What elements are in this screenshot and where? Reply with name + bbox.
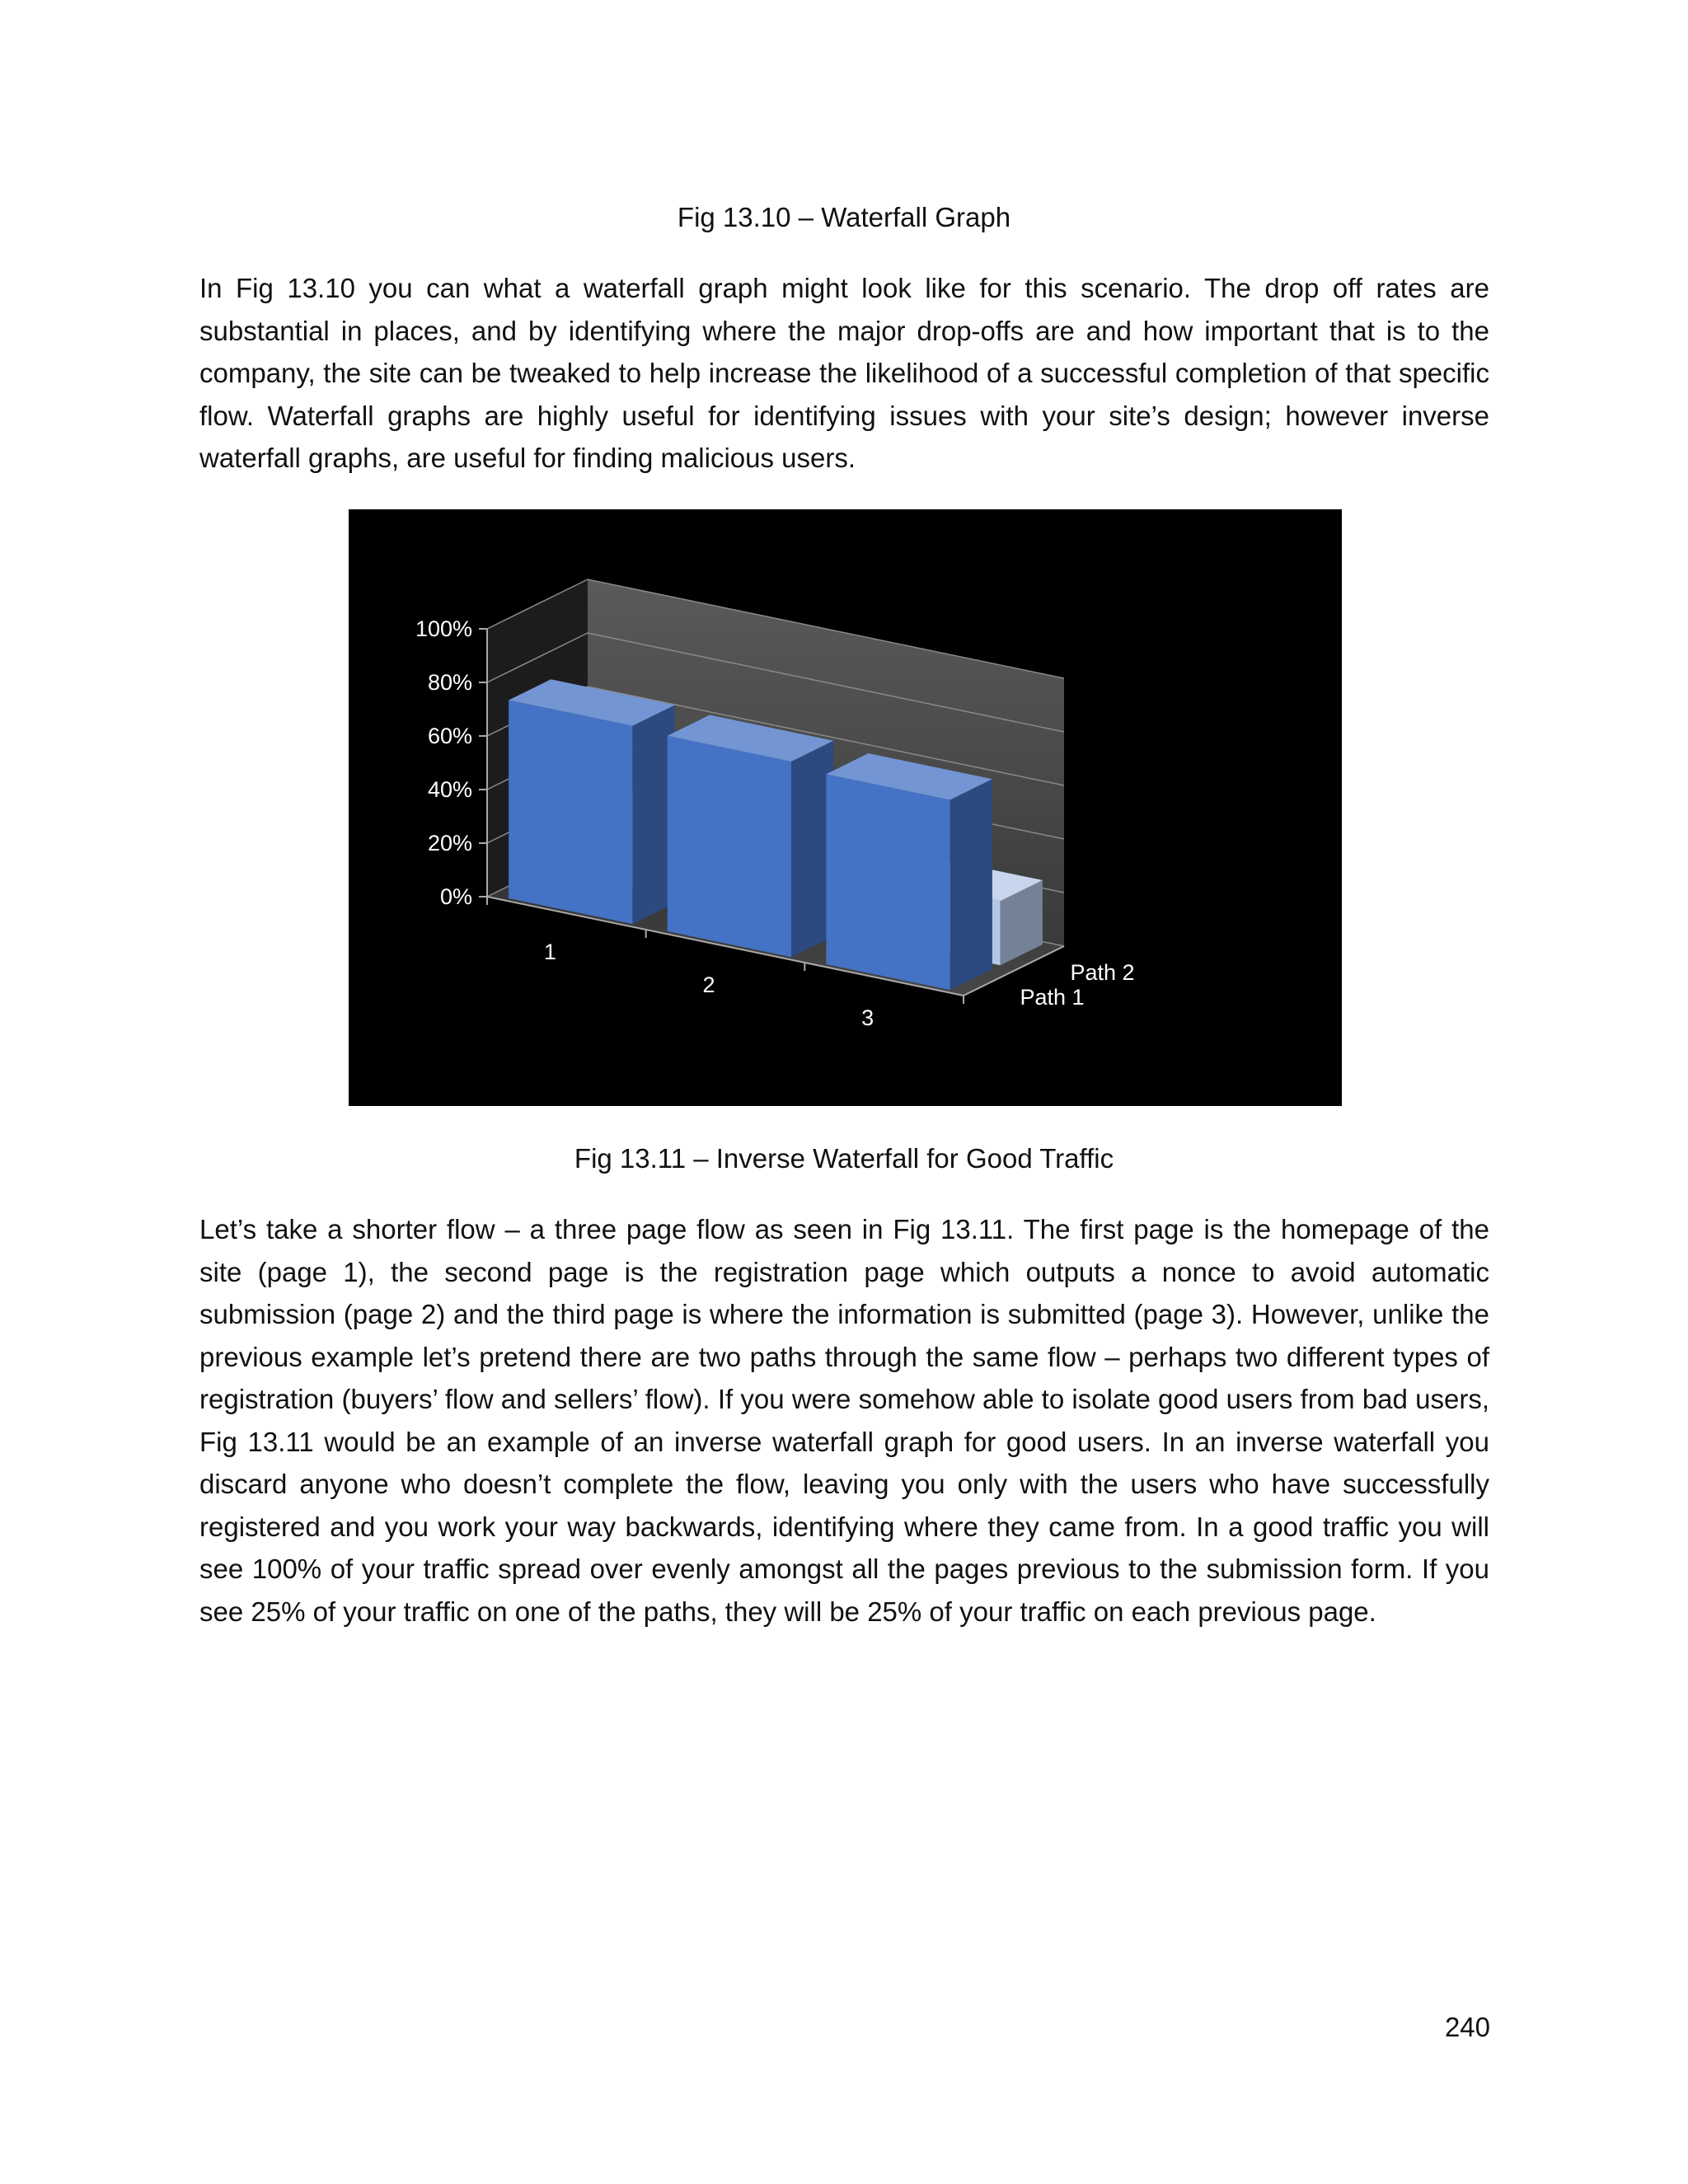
inverse-waterfall-chart (349, 509, 1342, 1106)
figure-caption-13-10: Fig 13.10 – Waterfall Graph (677, 202, 1011, 232)
y-tick-label-4: 80% (427, 670, 472, 695)
x-tick-label-2: 2 (702, 972, 715, 997)
y-tick-label-1: 20% (427, 831, 472, 855)
figure-caption-13-11: Fig 13.11 – Inverse Waterfall for Good Traffic (574, 1143, 1114, 1174)
bar-path-1-3 (826, 753, 992, 990)
y-tick-label-5: 100% (415, 616, 472, 641)
bar-path-1-2 (668, 715, 834, 958)
chart-svg (349, 509, 1342, 1106)
y-tick-label-2: 40% (427, 777, 472, 802)
paragraph-inverse-waterfall: Let’s take a shorter flow – a three page flow as seen in Fig 13.11. The first page is the homepage of the site (page 1), the second page is the registration page which outputs a nonce to avoid automatic submission (page 2) and the third page is where the information is submitted (page 3). However, unlike the previous example let’s pretend there are two paths through the same flow – perhaps two different types of registration (buyers’ flow and sellers’ flow). If you were somehow able to isolate good users from bad users, Fig 13.11 would be an example of an inverse waterfall graph for good users. In an inverse waterfall you discard anyone who doesn’t complete the flow, leaving you only with the users who have successfully registered and you work your way backwards, identifying where they came from. In a good traffic you will see 100% of your traffic spread over evenly amongst all the pages previous to the submission form. If you see 25% of your traffic on one of the paths, they will be 25% of your traffic on each previous page. (199, 1214, 1489, 1627)
x-tick-label-3: 3 (861, 1005, 874, 1030)
y-tick-label-0: 0% (439, 884, 472, 909)
bar-path-1-1-front (509, 701, 632, 925)
x-tick-label-1: 1 (543, 940, 556, 964)
bar-path-1-2-front (668, 736, 791, 957)
series-label-2: Path 2 (1070, 960, 1135, 985)
page-number: 240 (1444, 2012, 1490, 2042)
y-tick-label-3: 60% (427, 724, 472, 748)
paragraph-waterfall: In Fig 13.10 you can what a waterfall graph might look like for this scenario. The drop off rates are substantial in places, and by identifying where the major drop-offs are and how important that is to the company, the site can be tweaked to help increase the likelihood of a successful completion of that specific flow. Waterfall graphs are highly useful for identifying issues with your site’s design; however inverse waterfall graphs, are useful for finding malicious users. (199, 273, 1489, 473)
series-label-1: Path 1 (1020, 985, 1085, 1010)
bar-path-1-3-front (826, 774, 950, 990)
bar-path-1-3-side (950, 779, 992, 990)
bar-path-1-1 (509, 679, 675, 924)
